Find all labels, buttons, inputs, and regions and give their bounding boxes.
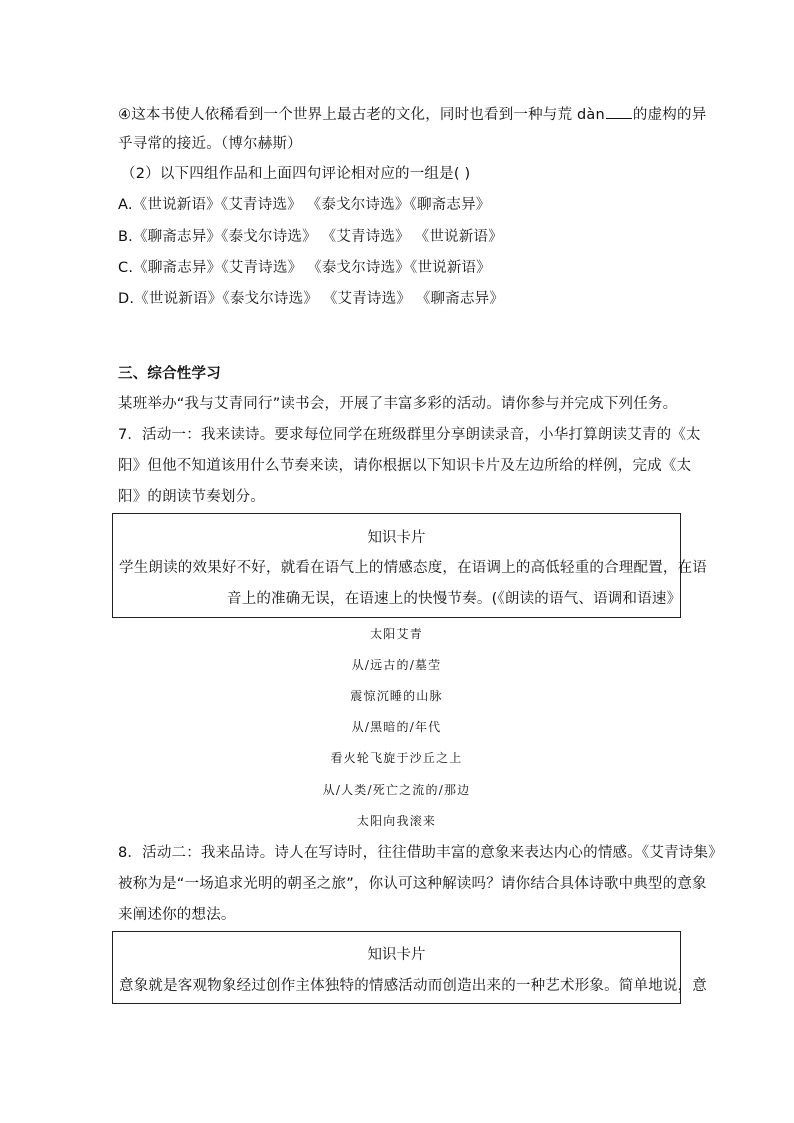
q7-line2: 阳》但他不知道该用什么节奏来读，请你根据以下知识卡片及左边所给的样例，完成《太: [118, 458, 692, 474]
section3-heading: 三、综合性学习: [118, 366, 221, 382]
knowledge-card-2-title: 知识卡片: [367, 947, 426, 963]
knowledge-card-1-line2: 音上的准确无误，在语速上的快慢节奏。(《朗读的语气、语调和语速》: [227, 591, 682, 607]
q7-line3: 阳》的朗读节奏划分。: [118, 489, 265, 505]
option-c: C.《聊斋志异》《艾青诗选》 《泰戈尔诗选》《世说新语》: [118, 260, 491, 276]
poem-line: 看火轮飞旋于沙丘之上: [330, 751, 463, 765]
q6-item4-text-b: 的虚构的异: [632, 107, 707, 123]
section3-intro: 某班举办“我与艾青同行”读书会，开展了丰富多彩的活动。请你参与并完成下列任务。: [118, 396, 678, 412]
poem-line: 从/人类/死亡之流的/那边: [322, 783, 471, 797]
knowledge-card-1-title: 知识卡片: [367, 530, 426, 546]
option-a: A.《世说新语》《艾青诗选》 《泰戈尔诗选》《聊斋志异》: [118, 197, 491, 213]
poem-line: 太阳向我滚来: [356, 814, 437, 828]
q8-line3: 来阐述你的想法。: [118, 907, 236, 923]
option-d: D.《世说新语》《泰戈尔诗选》 《艾青诗选》 《聊斋志异》: [118, 291, 505, 307]
poem-line: 从/远古的/墓茔: [351, 658, 442, 672]
poem-line: 震惊沉睡的山脉: [350, 689, 443, 703]
knowledge-card-2-line1: 意象就是客观物象经过创作主体独特的情感活动而创造出来的一种艺术形象。简单地说，意: [119, 978, 707, 994]
q6-item4-line2: 乎寻常的接近。（博尔赫斯）: [118, 136, 302, 152]
q6-item4-text-a: ④这本书使人依稀看到一个世界上最古老的文化，同时也看到一种与荒 dàn: [118, 107, 605, 123]
knowledge-card-1: [112, 513, 707, 618]
q7-line1: 7．活动一：我来读诗。要求每位同学在班级群里分享朗读录音，小华打算朗读艾青的《太: [118, 427, 701, 443]
poem-title: 太阳艾青: [370, 627, 423, 641]
poem-line: 从/黑暗的/年代: [351, 720, 442, 734]
q6-item4-line1: [118, 104, 706, 125]
knowledge-card-1-line1: 学生朗读的效果好不好，就看在语气上的情感态度，在语调上的高低轻重的合理配置，在语: [119, 560, 707, 576]
knowledge-card-2: [112, 931, 707, 1004]
q8-line1: 8．活动二：我来品诗。诗人在写诗时，往往借助丰富的意象来表达内心的情感。《艾青诗集》: [118, 845, 723, 861]
q6-sub2-stem: （2）以下四组作品和上面四句评论相对应的一组是( ): [121, 166, 471, 182]
fill-in-blank[interactable]: [606, 104, 632, 119]
option-b: B.《聊斋志异》《泰戈尔诗选》 《艾青诗选》 《世说新语》: [118, 229, 503, 245]
q8-line2: 被称为是“一场追求光明的朝圣之旅”，你认可这种解读吗？请你结合具体诗歌中典型的意象: [118, 876, 707, 892]
